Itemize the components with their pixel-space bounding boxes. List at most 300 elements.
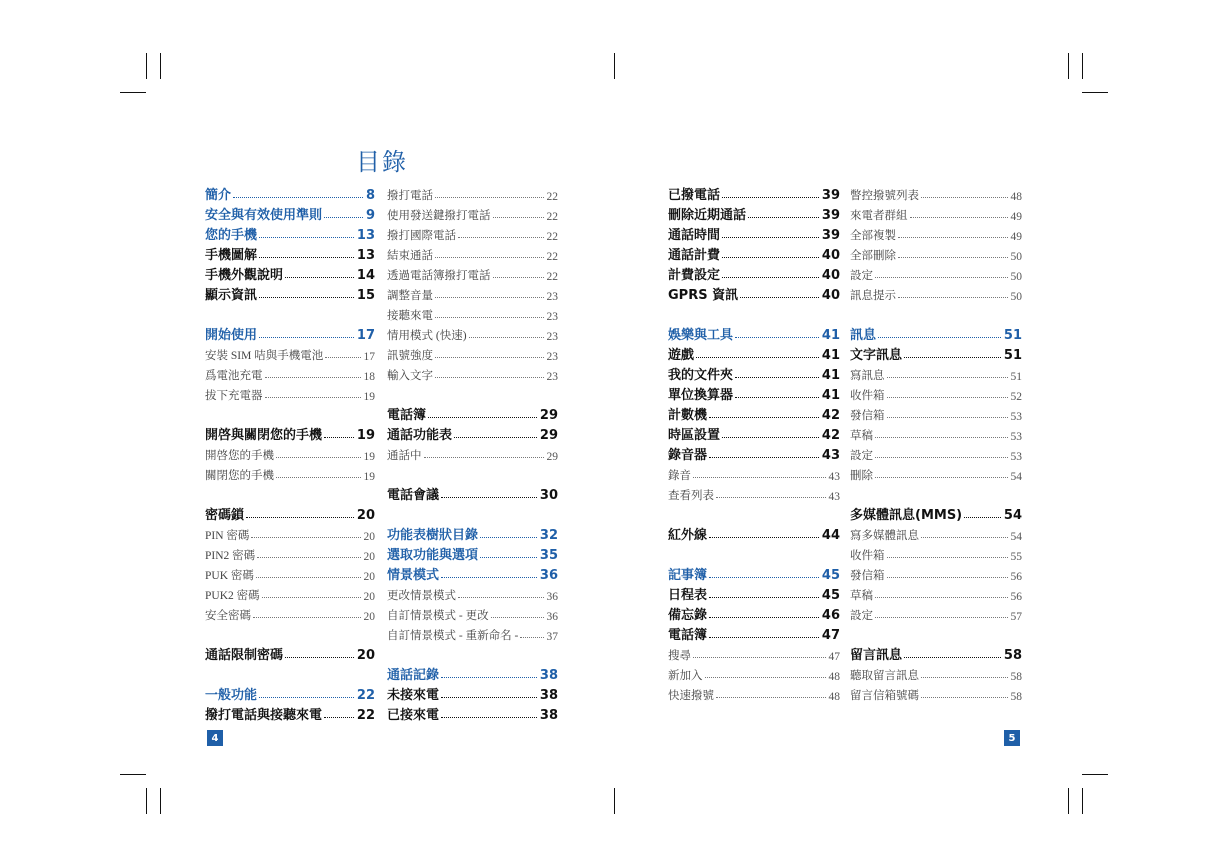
toc-entry-page: 53 (1010, 411, 1022, 423)
toc-entry-title: 紅外線 (668, 528, 708, 543)
toc-entry[interactable] (387, 663, 558, 683)
dot-leader (716, 697, 826, 698)
toc-entry-title: 備忘錄 (668, 608, 708, 623)
toc-entry[interactable] (850, 423, 1022, 443)
toc-entry-title: PIN2 密碼 (205, 550, 256, 562)
toc-entry-title: 開始使用 (205, 328, 258, 343)
toc-entry[interactable] (668, 363, 840, 383)
toc-entry[interactable] (850, 603, 1022, 623)
toc-entry-title: 多媒體訊息(MMS) (850, 508, 963, 523)
toc-entry[interactable] (850, 363, 1022, 383)
toc-entry[interactable] (668, 423, 840, 443)
toc-entry-page: 39 (821, 228, 840, 243)
toc-entry[interactable] (387, 623, 558, 643)
toc-entry-title: 設定 (850, 450, 873, 462)
toc-entry-page: 23 (546, 331, 558, 343)
toc-entry-page: 30 (539, 488, 558, 503)
toc-entry[interactable] (668, 643, 840, 663)
toc-entry[interactable] (387, 683, 558, 703)
toc-entry[interactable] (205, 283, 375, 303)
dot-leader (441, 717, 537, 718)
spacer (387, 383, 558, 403)
toc-entry[interactable] (668, 403, 840, 423)
dot-leader (259, 337, 354, 338)
toc-entry[interactable] (205, 563, 375, 583)
toc-entry[interactable] (387, 243, 558, 263)
toc-entry-title: 撥打電話 (387, 190, 433, 202)
toc-entry-page: 35 (539, 548, 558, 563)
toc-entry[interactable] (205, 343, 375, 363)
toc-entry[interactable] (387, 183, 558, 203)
toc-entry[interactable] (668, 683, 840, 703)
toc-entry[interactable] (205, 423, 375, 443)
toc-entry[interactable] (850, 503, 1022, 523)
dot-leader (887, 577, 1008, 578)
toc-entry[interactable] (668, 623, 840, 643)
toc-entry-page: 54 (1010, 471, 1022, 483)
toc-entry[interactable] (850, 383, 1022, 403)
toc-entry[interactable] (387, 563, 558, 583)
dot-leader (705, 677, 826, 678)
toc-entry[interactable] (387, 223, 558, 243)
toc-entry-title: PUK 密碼 (205, 570, 254, 582)
toc-entry-title: 撥打國際電話 (387, 230, 456, 242)
toc-entry[interactable] (205, 323, 375, 343)
toc-entry[interactable] (668, 383, 840, 403)
dot-leader (324, 217, 363, 218)
toc-entry-page: 47 (821, 628, 840, 643)
toc-entry-title: 通話計費 (668, 248, 721, 263)
toc-entry-page: 47 (828, 651, 840, 663)
toc-entry[interactable] (387, 263, 558, 283)
toc-entry-page: 48 (828, 671, 840, 683)
toc-entry[interactable] (205, 703, 375, 723)
dot-leader (435, 377, 544, 378)
dot-leader (493, 217, 544, 218)
toc-entry-title: 全部刪除 (850, 250, 896, 262)
page-number-left: 4 (207, 730, 223, 746)
toc-entry-title: 密碼鎖 (205, 508, 245, 523)
toc-entry-title: PUK2 密碼 (205, 590, 260, 602)
spacer (850, 483, 1022, 503)
toc-entry-page: 32 (539, 528, 558, 543)
toc-entry[interactable] (205, 503, 375, 523)
toc-entry[interactable] (850, 283, 1022, 303)
toc-entry-title: 留言訊息 (850, 648, 903, 663)
toc-entry-title: 電話簿 (668, 628, 708, 643)
toc-entry[interactable] (205, 443, 375, 463)
spacer (205, 663, 375, 683)
toc-entry-title: 接聽來電 (387, 310, 433, 322)
dot-leader (875, 277, 1008, 278)
toc-entry-title: 爲電池充電 (205, 370, 263, 382)
toc-entry-page: 48 (828, 691, 840, 703)
toc-entry-page: 19 (363, 471, 375, 483)
toc-entry[interactable] (850, 443, 1022, 463)
toc-entry[interactable] (205, 463, 375, 483)
spacer (387, 463, 558, 483)
toc-entry[interactable] (205, 643, 375, 663)
toc-entry[interactable] (850, 343, 1022, 363)
toc-entry-page: 41 (821, 328, 840, 343)
toc-entry[interactable] (205, 183, 375, 203)
toc-entry-page: 41 (821, 388, 840, 403)
toc-entry-page: 20 (356, 508, 375, 523)
dot-leader (259, 257, 354, 258)
toc-entry-title: 設定 (850, 270, 873, 282)
dot-leader (875, 597, 1008, 598)
toc-entry-page: 51 (1003, 348, 1022, 363)
toc-entry[interactable] (387, 443, 558, 463)
toc-entry-title: 寫訊息 (850, 370, 885, 382)
toc-entry-page: 37 (546, 631, 558, 643)
toc-entry[interactable] (668, 563, 840, 583)
toc-entry-title: PIN 密碼 (205, 530, 250, 542)
toc-entry[interactable] (205, 383, 375, 403)
toc-column-4 (850, 183, 1022, 703)
toc-entry-page: 13 (356, 248, 375, 263)
toc-entry[interactable] (205, 603, 375, 623)
dot-leader (709, 617, 819, 618)
dot-leader (246, 517, 354, 518)
toc-entry-page: 45 (821, 588, 840, 603)
dot-leader (921, 537, 1008, 538)
dot-leader (875, 437, 1008, 438)
dot-leader (441, 577, 537, 578)
toc-entry-page: 22 (546, 271, 558, 283)
dot-leader (964, 517, 1001, 518)
toc-entry[interactable] (205, 523, 375, 543)
dot-leader (722, 437, 819, 438)
dot-leader (454, 437, 537, 438)
toc-entry-page: 54 (1003, 508, 1022, 523)
toc-entry[interactable] (850, 323, 1022, 343)
toc-entry-title: 手機外觀說明 (205, 268, 284, 283)
toc-entry[interactable] (850, 663, 1022, 683)
spacer (205, 483, 375, 503)
toc-entry[interactable] (387, 523, 558, 543)
toc-entry-title: 計數機 (668, 408, 708, 423)
toc-entry-title: 顯示資訊 (205, 288, 258, 303)
toc-entry-page: 23 (546, 291, 558, 303)
toc-entry-page: 45 (821, 568, 840, 583)
dot-leader (875, 457, 1008, 458)
toc-entry[interactable] (668, 283, 840, 303)
dot-leader (324, 437, 354, 438)
dot-leader (709, 577, 819, 578)
toc-entry[interactable] (387, 343, 558, 363)
dot-leader (904, 357, 1001, 358)
toc-entry-page: 36 (546, 591, 558, 603)
toc-entry-title: 全部複製 (850, 230, 896, 242)
crop-mark (1068, 53, 1069, 79)
toc-entry-page: 22 (356, 688, 375, 703)
toc-entry-page: 20 (356, 648, 375, 663)
spacer (668, 543, 840, 563)
toc-entry-title: 訊息提示 (850, 290, 896, 302)
dot-leader (265, 377, 361, 378)
toc-entry[interactable] (850, 223, 1022, 243)
toc-entry[interactable] (387, 203, 558, 223)
toc-entry-title: 已撥電話 (668, 188, 721, 203)
toc-entry-title: 遊戲 (668, 348, 695, 363)
toc-entry-title: 未接來電 (387, 688, 440, 703)
dot-leader (458, 237, 544, 238)
toc-entry[interactable] (205, 363, 375, 383)
toc-entry[interactable] (668, 323, 840, 343)
toc-entry-page: 38 (539, 688, 558, 703)
toc-entry-page: 38 (539, 708, 558, 723)
dot-leader (257, 557, 360, 558)
toc-entry[interactable] (668, 523, 840, 543)
dot-leader (898, 237, 1008, 238)
page-number-right: 5 (1004, 730, 1020, 746)
toc-entry-page: 43 (828, 491, 840, 503)
toc-entry[interactable] (387, 603, 558, 623)
crop-mark (120, 774, 146, 775)
spacer (205, 303, 375, 323)
toc-entry[interactable] (205, 243, 375, 263)
toc-entry-page: 23 (546, 311, 558, 323)
dot-leader (887, 557, 1008, 558)
toc-entry[interactable] (668, 183, 840, 203)
spacer (668, 503, 840, 523)
spacer (205, 623, 375, 643)
spacer (850, 303, 1022, 323)
toc-entry[interactable] (850, 523, 1022, 543)
dot-leader (493, 277, 544, 278)
dot-leader (904, 657, 1001, 658)
toc-entry[interactable] (668, 483, 840, 503)
dot-leader (435, 357, 544, 358)
toc-entry[interactable] (205, 683, 375, 703)
toc-entry-title: 訊號強度 (387, 350, 433, 362)
toc-entry[interactable] (205, 543, 375, 563)
toc-entry-title: 功能表樹狀目錄 (387, 528, 479, 543)
toc-entry-page: 43 (828, 471, 840, 483)
toc-entry-page: 20 (363, 591, 375, 603)
toc-entry-page: 42 (821, 428, 840, 443)
toc-entry-title: 電話簿 (387, 408, 427, 423)
dot-leader (259, 697, 354, 698)
dot-leader (259, 297, 354, 298)
toc-entry-title: 拔下充電器 (205, 390, 263, 402)
toc-entry[interactable] (668, 603, 840, 623)
dot-leader (748, 217, 819, 218)
toc-entry-page: 49 (1010, 231, 1022, 243)
toc-entry-title: 通話中 (387, 450, 422, 462)
toc-entry-page: 36 (539, 568, 558, 583)
toc-entry-title: 時區設置 (668, 428, 721, 443)
dot-leader (441, 697, 537, 698)
dot-leader (921, 197, 1008, 198)
toc-entry[interactable] (205, 223, 375, 243)
toc-entry-title: 草稿 (850, 590, 873, 602)
toc-entry-title: 查看列表 (668, 490, 714, 502)
dot-leader (469, 337, 544, 338)
toc-entry-page: 22 (356, 708, 375, 723)
toc-entry[interactable] (387, 423, 558, 443)
crop-mark (1082, 92, 1108, 93)
spacer (387, 643, 558, 663)
toc-entry-title: 情用模式 (快速) (387, 330, 467, 342)
toc-entry[interactable] (205, 263, 375, 283)
toc-entry-page: 58 (1010, 671, 1022, 683)
toc-entry-title: GPRS 資訊 (668, 288, 739, 303)
toc-entry[interactable] (205, 583, 375, 603)
toc-entry-title: 收件箱 (850, 550, 885, 562)
toc-entry-page: 58 (1010, 691, 1022, 703)
dot-leader (910, 217, 1008, 218)
toc-entry[interactable] (850, 643, 1022, 663)
toc-entry[interactable] (387, 363, 558, 383)
toc-entry-title: 結束通話 (387, 250, 433, 262)
toc-entry[interactable] (668, 263, 840, 283)
toc-entry-page: 39 (821, 188, 840, 203)
toc-entry[interactable] (850, 543, 1022, 563)
toc-entry-title: 調整音量 (387, 290, 433, 302)
dot-leader (740, 297, 819, 298)
toc-entry[interactable] (387, 283, 558, 303)
toc-entry-page: 14 (356, 268, 375, 283)
toc-entry[interactable] (850, 263, 1022, 283)
toc-entry-page: 50 (1010, 271, 1022, 283)
toc-entry-title: 文字訊息 (850, 348, 903, 363)
toc-entry[interactable] (850, 463, 1022, 483)
toc-entry-title: 錄音器 (668, 448, 708, 463)
toc-entry-title: 手機圖解 (205, 248, 258, 263)
dot-leader (480, 557, 537, 558)
toc-entry-title: 開啓您的手機 (205, 450, 274, 462)
toc-entry-title: 安全密碼 (205, 610, 251, 622)
toc-entry[interactable] (850, 203, 1022, 223)
toc-entry[interactable] (668, 463, 840, 483)
dot-leader (735, 377, 819, 378)
crop-mark (120, 92, 146, 93)
dot-leader (276, 457, 361, 458)
toc-entry[interactable] (668, 223, 840, 243)
dot-leader (693, 477, 826, 478)
toc-entry[interactable] (387, 303, 558, 323)
toc-entry-title: 您的手機 (205, 228, 258, 243)
toc-entry[interactable] (668, 243, 840, 263)
toc-entry[interactable] (850, 683, 1022, 703)
toc-entry-title: 聽取留言訊息 (850, 670, 919, 682)
dot-leader (285, 657, 354, 658)
dot-leader (265, 397, 361, 398)
toc-entry-title: 開啓與關閉您的手機 (205, 428, 323, 443)
toc-entry-title: 計費設定 (668, 268, 721, 283)
toc-entry[interactable] (850, 403, 1022, 423)
crop-mark (614, 788, 615, 814)
toc-entry[interactable] (387, 403, 558, 423)
dot-leader (458, 597, 544, 598)
crop-mark (1068, 788, 1069, 814)
dot-leader (709, 597, 819, 598)
toc-entry-page: 23 (546, 351, 558, 363)
toc-entry[interactable] (387, 483, 558, 503)
page-title: 目錄 (356, 148, 408, 176)
toc-entry-page: 19 (363, 391, 375, 403)
toc-entry[interactable] (850, 563, 1022, 583)
toc-entry-page: 22 (546, 251, 558, 263)
toc-entry-title: 安裝 SIM 咭與手機電池 (205, 350, 324, 362)
dot-leader (435, 197, 544, 198)
toc-entry-title: 快速撥號 (668, 690, 714, 702)
toc-entry[interactable] (668, 203, 840, 223)
toc-entry-title: 記事簿 (668, 568, 708, 583)
dot-leader (709, 537, 819, 538)
toc-entry-page: 50 (1010, 291, 1022, 303)
crop-mark (1082, 788, 1083, 814)
dot-leader (262, 597, 361, 598)
toc-entry[interactable] (668, 663, 840, 683)
spacer (387, 503, 558, 523)
toc-entry-title: 收件箱 (850, 390, 885, 402)
toc-entry-title: 選取功能與選項 (387, 548, 479, 563)
toc-entry[interactable] (387, 543, 558, 563)
toc-entry-title: 透過電話簿撥打電話 (387, 270, 491, 282)
dot-leader (520, 637, 543, 638)
toc-entry[interactable] (850, 183, 1022, 203)
dot-leader (722, 257, 819, 258)
toc-entry-page: 40 (821, 288, 840, 303)
dot-leader (480, 537, 537, 538)
dot-leader (253, 617, 361, 618)
dot-leader (722, 237, 819, 238)
toc-entry[interactable] (850, 583, 1022, 603)
toc-entry-page: 43 (821, 448, 840, 463)
toc-entry-title: 已接來電 (387, 708, 440, 723)
toc-entry-page: 22 (546, 191, 558, 203)
toc-entry-title: 簡介 (205, 188, 232, 203)
toc-entry-page: 9 (365, 208, 375, 223)
dot-leader (709, 417, 819, 418)
toc-entry-page: 55 (1010, 551, 1022, 563)
toc-entry-page: 18 (363, 371, 375, 383)
toc-entry[interactable] (850, 243, 1022, 263)
toc-entry-page: 52 (1010, 391, 1022, 403)
toc-entry-page: 56 (1010, 571, 1022, 583)
toc-entry[interactable] (387, 703, 558, 723)
toc-entry[interactable] (387, 583, 558, 603)
dot-leader (898, 297, 1008, 298)
toc-entry-page: 38 (539, 668, 558, 683)
toc-entry-page: 39 (821, 208, 840, 223)
toc-entry-title: 刪除近期通話 (668, 208, 747, 223)
toc-entry[interactable] (668, 443, 840, 463)
dot-leader (424, 457, 544, 458)
toc-entry-title: 通話功能表 (387, 428, 453, 443)
toc-entry-title: 情景模式 (387, 568, 440, 583)
toc-entry[interactable] (668, 343, 840, 363)
toc-entry-page: 19 (363, 451, 375, 463)
spacer (205, 403, 375, 423)
toc-entry-page: 22 (546, 231, 558, 243)
toc-entry-page: 36 (546, 611, 558, 623)
toc-entry[interactable] (205, 203, 375, 223)
toc-entry-page: 29 (539, 428, 558, 443)
spacer (850, 623, 1022, 643)
toc-entry-title: 單位換算器 (668, 388, 734, 403)
toc-entry[interactable] (387, 323, 558, 343)
dot-leader (898, 257, 1008, 258)
toc-entry-page: 51 (1010, 371, 1022, 383)
toc-entry[interactable] (668, 583, 840, 603)
dot-leader (276, 477, 361, 478)
toc-entry-page: 13 (356, 228, 375, 243)
toc-entry-title: 通話記錄 (387, 668, 440, 683)
